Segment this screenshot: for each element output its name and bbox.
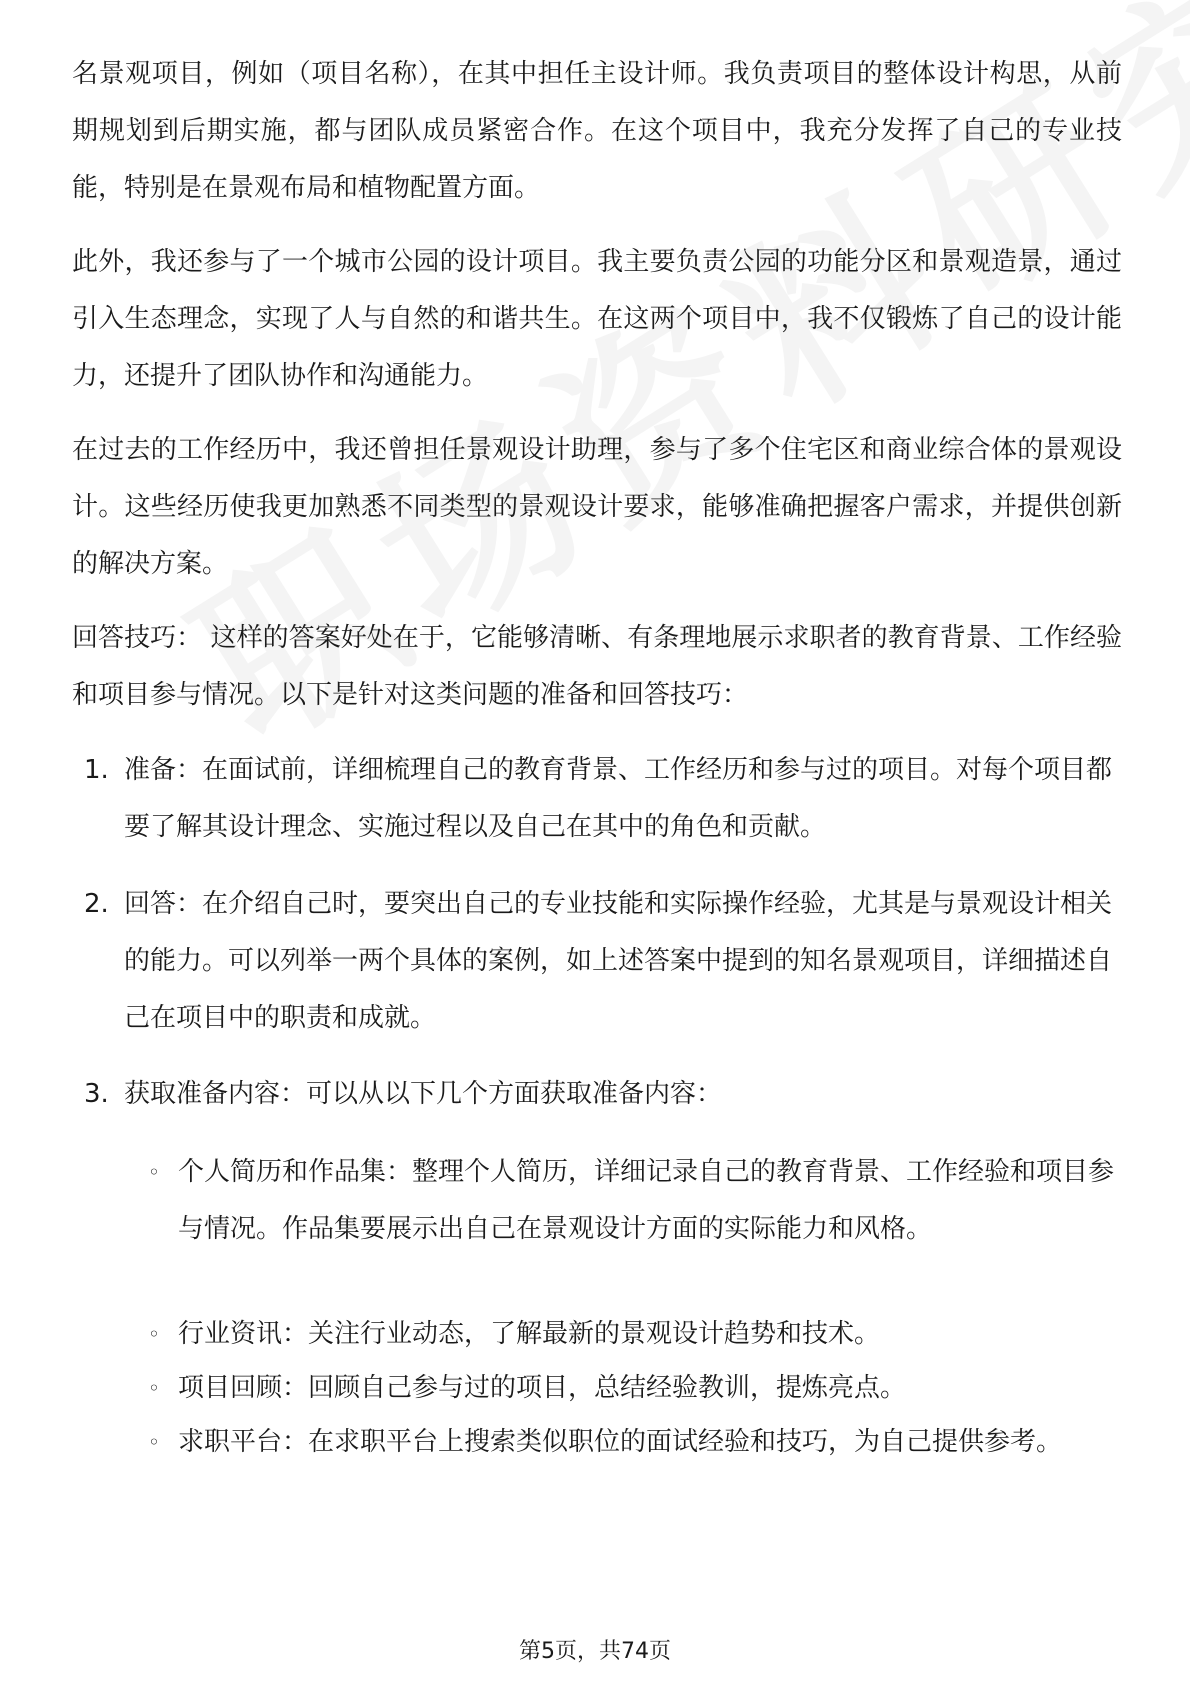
- bullet-item-resume: [148, 1144, 1122, 1258]
- circle-bullet-icon: ◦: [148, 1430, 160, 1454]
- circle-bullet-icon: ◦: [148, 1322, 160, 1346]
- list-item-prepare: [84, 742, 1122, 856]
- circle-bullet-icon: ◦: [148, 1376, 160, 1400]
- bullet-item-industry-news: [148, 1306, 1122, 1363]
- bullet-item-project-review: [148, 1360, 1122, 1417]
- bullet-text: 行业资讯：关注行业动态，了解最新的景观设计趋势和技术。: [178, 1319, 881, 1349]
- bullet-text: 个人简历和作品集：整理个人简历，详细记录自己的教育背景、工作经验和项目参与情况。作品集要展示出自己在景观设计方面的实际能力和风格。: [178, 1157, 1115, 1244]
- paragraph-3: 在过去的工作经历中，我还曾担任景观设计助理，参与了多个住宅区和商业综合体的景观设计。这些经历使我更加熟悉不同类型的景观设计要求，能够准确把握客户需求，并提供创新的解决方案。: [72, 435, 1122, 579]
- paragraph-1: 名景观项目，例如（项目名称），在其中担任主设计师。我负责项目的整体设计构思，从前期规划到后期实施，都与团队成员紧密合作。在这个项目中，我充分发挥了自己的专业技能，特别是在景观布局和植物配置方面。: [72, 59, 1122, 203]
- bullet-item-job-platform: [148, 1414, 1122, 1471]
- list-text: 回答：在介绍自己时，要突出自己的专业技能和实际操作经验，尤其是与景观设计相关的能力。可以列举一两个具体的案例，如上述答案中提到的知名景观项目，详细描述自己在项目中的职责和成就。: [124, 889, 1113, 1033]
- circle-bullet-icon: ◦: [148, 1160, 160, 1184]
- paragraph-answer-tips: 回答技巧： 这样的答案好处在于，它能够清晰、有条理地展示求职者的教育背景、工作经验和项目参与情况。以下是针对这类问题的准备和回答技巧：: [72, 623, 1122, 710]
- list-number: 3.: [84, 1079, 109, 1109]
- list-number: 1.: [84, 755, 109, 785]
- page-number-footer: 第5页，共74页: [519, 1639, 671, 1664]
- list-item-answer: [84, 876, 1122, 1047]
- list-text: 准备：在面试前，详细梳理自己的教育背景、工作经历和参与过的项目。对每个项目都要了解其设计理念、实施过程以及自己在其中的角色和贡献。: [124, 755, 1113, 842]
- list-item-get-content: [84, 1066, 1122, 1123]
- list-text: 获取准备内容：可以从以下几个方面获取准备内容：: [124, 1079, 723, 1109]
- paragraph-2: 此外，我还参与了一个城市公园的设计项目。我主要负责公园的功能分区和景观造景，通过引入生态理念，实现了人与自然的和谐共生。在这两个项目中，我不仅锻炼了自己的设计能力，还提升了团队协作和沟通能力。: [72, 247, 1122, 391]
- bullet-text: 求职平台：在求职平台上搜索类似职位的面试经验和技巧，为自己提供参考。: [178, 1427, 1063, 1457]
- list-number: 2.: [84, 889, 109, 919]
- bullet-text: 项目回顾：回顾自己参与过的项目，总结经验教训，提炼亮点。: [178, 1373, 907, 1403]
